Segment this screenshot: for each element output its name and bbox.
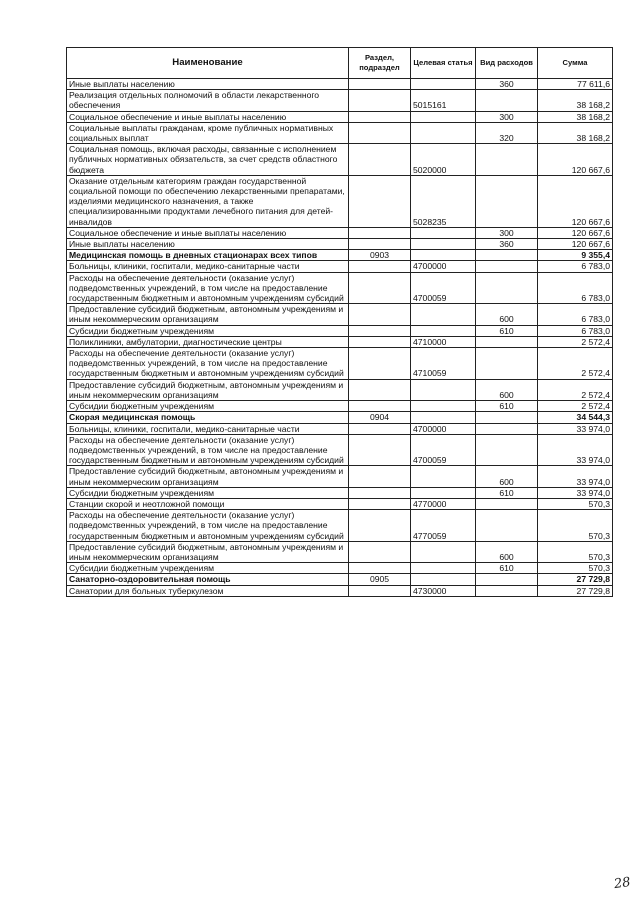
row-expense-type: 360 <box>476 79 538 90</box>
table-header <box>67 48 613 79</box>
row-section <box>349 304 411 325</box>
row-expense-type <box>476 261 538 272</box>
table-row <box>67 434 613 466</box>
table-row <box>67 336 613 347</box>
row-target: 4770000 <box>411 498 476 509</box>
row-section <box>349 401 411 412</box>
row-name: Санатории для больных туберкулезом <box>67 585 349 596</box>
row-section <box>349 325 411 336</box>
row-target <box>411 487 476 498</box>
row-name: Предоставление субсидий бюджетным, автономным учреждениям и иным некоммерческим организациям <box>67 379 349 400</box>
row-amount: 2 572,4 <box>538 336 613 347</box>
table-row <box>67 379 613 400</box>
row-name: Поликлиники, амбулатории, диагностические центры <box>67 336 349 347</box>
row-target <box>411 111 476 122</box>
row-target <box>411 227 476 238</box>
row-target: 4710059 <box>411 348 476 380</box>
table-row <box>67 401 613 412</box>
row-target: 4700059 <box>411 272 476 304</box>
row-name: Социальные выплаты гражданам, кроме публичных нормативных социальных выплат <box>67 122 349 143</box>
row-section <box>349 336 411 347</box>
row-section <box>349 111 411 122</box>
row-name: Расходы на обеспечение деятельности (оказание услуг) подведомственных учреждений, в том числе на предоставление государственным бюджетным и автономным учреждениям субсидий <box>67 434 349 466</box>
table-row <box>67 585 613 596</box>
row-name: Реализация отдельных полномочий в области лекарственного обеспечения <box>67 90 349 111</box>
row-name: Предоставление субсидий бюджетным, автономным учреждениям и иным некоммерческим организациям <box>67 466 349 487</box>
row-section <box>349 90 411 111</box>
row-section <box>349 466 411 487</box>
row-target <box>411 563 476 574</box>
row-expense-type <box>476 144 538 176</box>
row-amount: 120 667,6 <box>538 239 613 250</box>
row-target: 4710000 <box>411 336 476 347</box>
row-amount: 34 544,3 <box>538 412 613 423</box>
row-section <box>349 348 411 380</box>
row-target <box>411 401 476 412</box>
row-name: Субсидии бюджетным учреждениям <box>67 487 349 498</box>
row-amount: 570,3 <box>538 498 613 509</box>
table-row <box>67 227 613 238</box>
row-name: Социальное обеспечение и иные выплаты населению <box>67 111 349 122</box>
row-amount: 33 974,0 <box>538 466 613 487</box>
row-expense-type <box>476 412 538 423</box>
row-expense-type <box>476 498 538 509</box>
row-expense-type: 300 <box>476 227 538 238</box>
row-name: Санаторно-оздоровительная помощь <box>67 574 349 585</box>
table-row <box>67 144 613 176</box>
row-expense-type <box>476 272 538 304</box>
row-section <box>349 272 411 304</box>
row-name: Субсидии бюджетным учреждениям <box>67 563 349 574</box>
header-row <box>67 48 613 79</box>
row-amount: 38 168,2 <box>538 122 613 143</box>
row-expense-type <box>476 175 538 227</box>
row-target: 4700059 <box>411 434 476 466</box>
row-expense-type: 600 <box>476 541 538 562</box>
table-row <box>67 79 613 90</box>
row-section <box>349 423 411 434</box>
row-section <box>349 79 411 90</box>
row-target <box>411 79 476 90</box>
row-name: Субсидии бюджетным учреждениям <box>67 401 349 412</box>
row-amount: 6 783,0 <box>538 325 613 336</box>
row-target <box>411 574 476 585</box>
row-amount: 6 783,0 <box>538 261 613 272</box>
row-amount: 570,3 <box>538 510 613 542</box>
header-section: Раздел, подраздел <box>349 48 411 79</box>
table-row <box>67 122 613 143</box>
row-name: Больницы, клиники, госпитали, медико-санитарные части <box>67 261 349 272</box>
table-row <box>67 261 613 272</box>
header-amount: Сумма <box>538 48 613 79</box>
row-amount: 27 729,8 <box>538 585 613 596</box>
row-expense-type: 600 <box>476 466 538 487</box>
row-section <box>349 510 411 542</box>
row-expense-type <box>476 336 538 347</box>
row-name: Иные выплаты населению <box>67 79 349 90</box>
table-row <box>67 423 613 434</box>
row-expense-type <box>476 90 538 111</box>
table-body <box>67 79 613 597</box>
table-row <box>67 175 613 227</box>
table-row <box>67 250 613 261</box>
row-section <box>349 563 411 574</box>
table-row <box>67 466 613 487</box>
row-expense-type: 610 <box>476 401 538 412</box>
table-row <box>67 90 613 111</box>
row-amount: 6 783,0 <box>538 304 613 325</box>
row-expense-type: 600 <box>476 379 538 400</box>
row-target <box>411 250 476 261</box>
table-row <box>67 412 613 423</box>
row-amount: 6 783,0 <box>538 272 613 304</box>
row-amount: 9 355,4 <box>538 250 613 261</box>
row-section <box>349 175 411 227</box>
row-section <box>349 498 411 509</box>
row-expense-type <box>476 574 538 585</box>
table-row <box>67 239 613 250</box>
row-name: Иные выплаты населению <box>67 239 349 250</box>
row-name: Оказание отдельным категориям граждан государственной социальной помощи по обеспечению лекарственными препаратами, изделиями медицинского назначения, а также специализированными продуктами лечебного питания для детей-инвалидов <box>67 175 349 227</box>
row-target: 4770059 <box>411 510 476 542</box>
row-amount: 120 667,6 <box>538 144 613 176</box>
row-amount: 33 974,0 <box>538 434 613 466</box>
row-target: 5015161 <box>411 90 476 111</box>
row-target: 4730000 <box>411 585 476 596</box>
row-name: Субсидии бюджетным учреждениям <box>67 325 349 336</box>
row-section <box>349 541 411 562</box>
row-target <box>411 304 476 325</box>
table-row <box>67 272 613 304</box>
header-name: Наименование <box>67 48 349 79</box>
table-row <box>67 348 613 380</box>
row-expense-type <box>476 348 538 380</box>
row-amount: 27 729,8 <box>538 574 613 585</box>
header-expense-type: Вид расходов <box>476 48 538 79</box>
row-amount: 77 611,6 <box>538 79 613 90</box>
row-expense-type <box>476 434 538 466</box>
row-target <box>411 412 476 423</box>
row-name: Социальная помощь, включая расходы, связанные с исполнением публичных нормативных обязательств, за счет средств областного бюджета <box>67 144 349 176</box>
row-amount: 33 974,0 <box>538 423 613 434</box>
budget-table <box>66 47 613 597</box>
row-section <box>349 144 411 176</box>
table-row <box>67 304 613 325</box>
row-name: Социальное обеспечение и иные выплаты населению <box>67 227 349 238</box>
row-amount: 2 572,4 <box>538 348 613 380</box>
row-expense-type <box>476 423 538 434</box>
row-target <box>411 466 476 487</box>
header-target: Целевая статья <box>411 48 476 79</box>
row-expense-type: 600 <box>476 304 538 325</box>
row-expense-type <box>476 250 538 261</box>
table-row <box>67 487 613 498</box>
row-name: Расходы на обеспечение деятельности (оказание услуг) подведомственных учреждений, в том числе на предоставление государственным бюджетным и автономным учреждениям субсидий <box>67 510 349 542</box>
row-section <box>349 239 411 250</box>
row-amount: 38 168,2 <box>538 90 613 111</box>
row-amount: 120 667,6 <box>538 227 613 238</box>
row-name: Больницы, клиники, госпитали, медико-санитарные части <box>67 423 349 434</box>
table-row <box>67 498 613 509</box>
row-target <box>411 122 476 143</box>
row-section <box>349 434 411 466</box>
row-target <box>411 325 476 336</box>
row-expense-type: 610 <box>476 563 538 574</box>
row-name: Станции скорой и неотложной помощи <box>67 498 349 509</box>
row-expense-type: 610 <box>476 325 538 336</box>
row-section: 0903 <box>349 250 411 261</box>
row-amount: 570,3 <box>538 541 613 562</box>
row-expense-type: 360 <box>476 239 538 250</box>
row-name: Предоставление субсидий бюджетным, автономным учреждениям и иным некоммерческим организациям <box>67 541 349 562</box>
row-target: 5028235 <box>411 175 476 227</box>
table-row <box>67 510 613 542</box>
row-name: Медицинская помощь в дневных стационарах всех типов <box>67 250 349 261</box>
row-section <box>349 122 411 143</box>
row-amount: 2 572,4 <box>538 379 613 400</box>
row-target <box>411 239 476 250</box>
row-name: Расходы на обеспечение деятельности (оказание услуг) подведомственных учреждений, в том числе на предоставление государственным бюджетным и автономным учреждениям субсидий <box>67 272 349 304</box>
table-row <box>67 574 613 585</box>
row-name: Скорая медицинская помощь <box>67 412 349 423</box>
row-amount: 570,3 <box>538 563 613 574</box>
row-expense-type: 300 <box>476 111 538 122</box>
table-row <box>67 325 613 336</box>
row-expense-type <box>476 510 538 542</box>
row-section: 0904 <box>349 412 411 423</box>
row-section <box>349 379 411 400</box>
row-expense-type: 610 <box>476 487 538 498</box>
row-target: 4700000 <box>411 261 476 272</box>
row-target: 4700000 <box>411 423 476 434</box>
row-amount: 33 974,0 <box>538 487 613 498</box>
row-target <box>411 379 476 400</box>
table-row <box>67 541 613 562</box>
row-name: Расходы на обеспечение деятельности (оказание услуг) подведомственных учреждений, в том числе на предоставление государственным бюджетным и автономным учреждениям субсидий <box>67 348 349 380</box>
row-expense-type: 320 <box>476 122 538 143</box>
row-target <box>411 541 476 562</box>
row-amount: 2 572,4 <box>538 401 613 412</box>
table-row <box>67 111 613 122</box>
row-section <box>349 261 411 272</box>
row-amount: 120 667,6 <box>538 175 613 227</box>
row-section <box>349 227 411 238</box>
row-amount: 38 168,2 <box>538 111 613 122</box>
row-section <box>349 585 411 596</box>
row-section <box>349 487 411 498</box>
row-name: Предоставление субсидий бюджетным, автономным учреждениям и иным некоммерческим организациям <box>67 304 349 325</box>
row-expense-type <box>476 585 538 596</box>
table-row <box>67 563 613 574</box>
row-section: 0905 <box>349 574 411 585</box>
page-number: 28 <box>613 874 632 893</box>
row-target: 5020000 <box>411 144 476 176</box>
